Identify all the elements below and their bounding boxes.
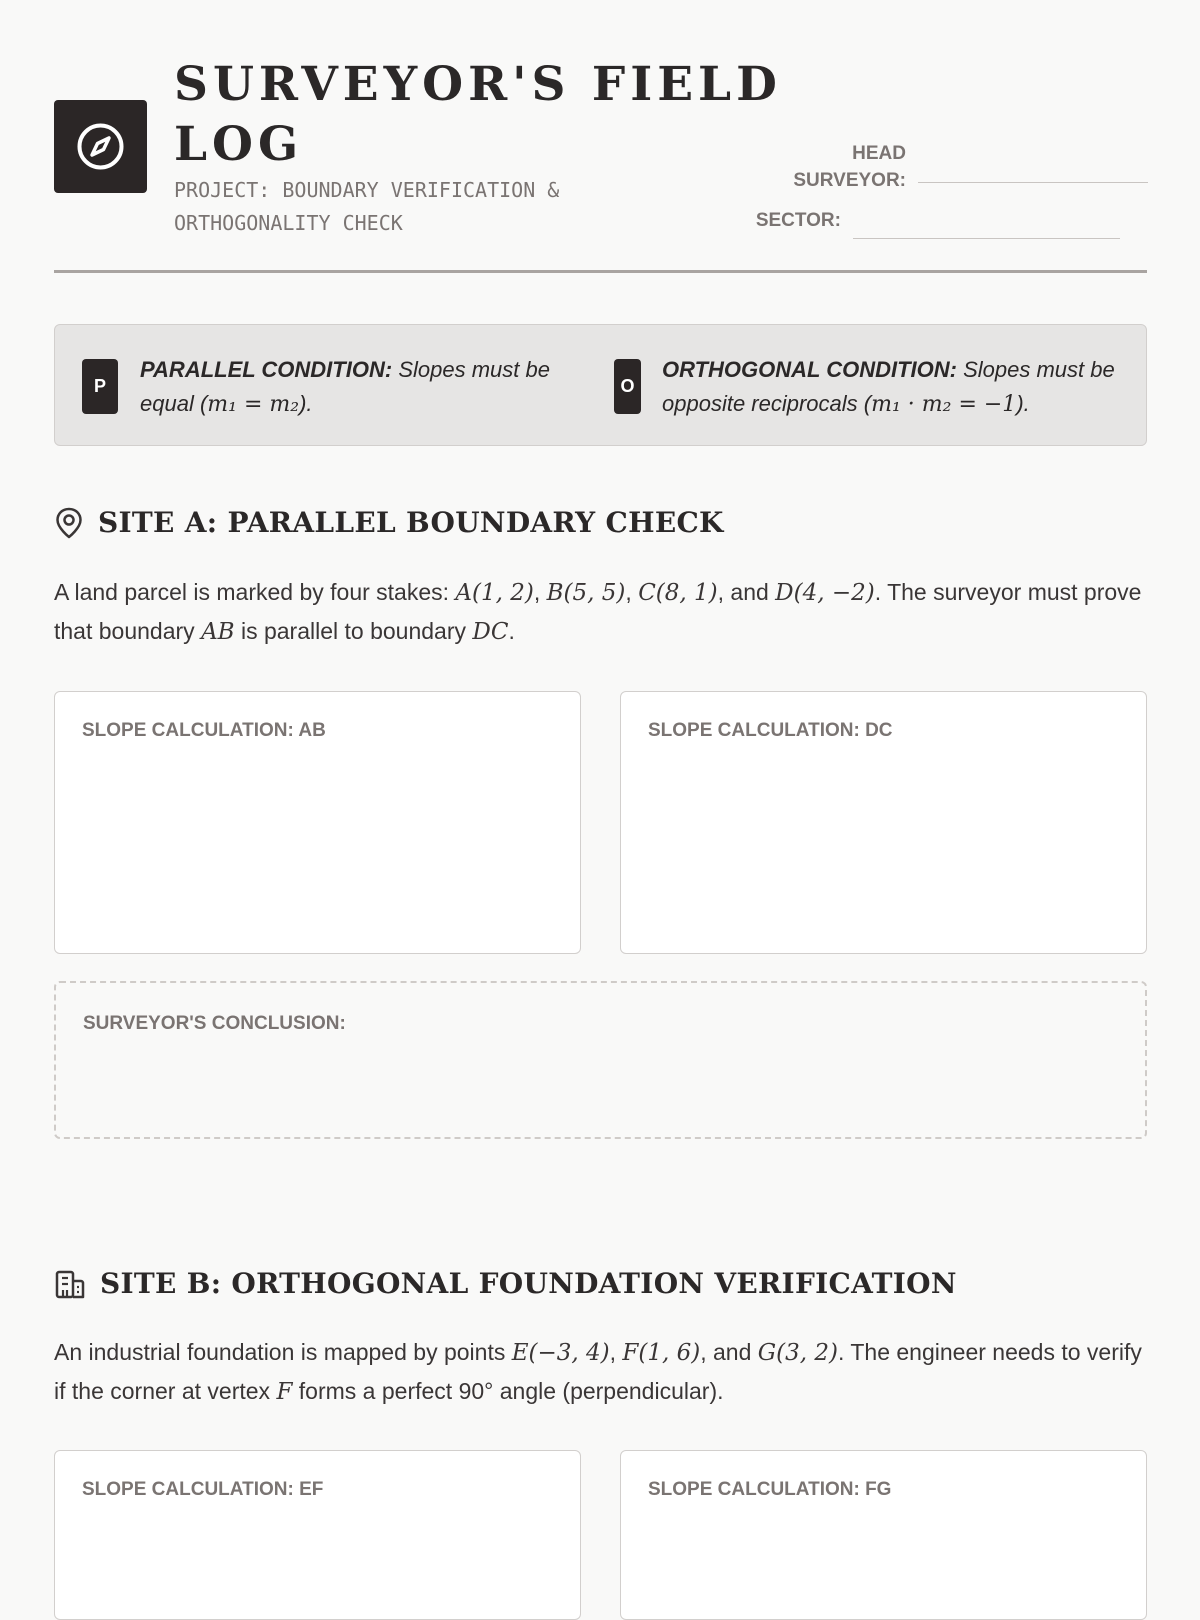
page-title: SURVEYOR'S FIELD LOG bbox=[174, 57, 782, 172]
sector-label: SECTOR: bbox=[755, 210, 841, 231]
slope-ef-workspace[interactable] bbox=[54, 1450, 581, 1620]
head-surveyor-label: HEAD SURVEYOR: bbox=[793, 143, 906, 191]
head-surveyor-field[interactable] bbox=[918, 182, 1148, 183]
orthogonal-condition-text: Slopes must be opposite reciprocals ( bbox=[662, 357, 1115, 416]
conclusion-label: SURVEYOR'S CONCLUSION: bbox=[83, 1013, 346, 1034]
point-b: B(5, 5) bbox=[546, 580, 626, 606]
orthogonal-condition bbox=[662, 353, 1132, 422]
site-a-text: A land parcel is marked by four stakes: bbox=[54, 579, 456, 605]
site-b-text-3: forms a perfect 90° angle (perpendicular). bbox=[292, 1378, 724, 1404]
vertex-f: F bbox=[276, 1379, 293, 1405]
parallel-suffix: ). bbox=[299, 391, 313, 416]
page-header bbox=[54, 0, 1147, 273]
site-b-and: , and bbox=[700, 1339, 758, 1365]
slope-ab-workspace[interactable] bbox=[54, 691, 581, 954]
site-a-text-3: is parallel to boundary bbox=[234, 618, 473, 644]
parallel-equation: m₁ = m₂ bbox=[207, 392, 300, 417]
point-f: F(1, 6) bbox=[622, 1340, 701, 1366]
site-b-text: An industrial foundation is mapped by points bbox=[54, 1339, 512, 1365]
point-e: E(−3, 4) bbox=[511, 1340, 610, 1366]
orthogonal-suffix: ). bbox=[1016, 391, 1030, 416]
orthogonal-badge: O bbox=[614, 359, 641, 414]
slope-dc-label: SLOPE CALCULATION: DC bbox=[648, 720, 893, 741]
parallel-condition-text: Slopes must be equal ( bbox=[140, 357, 550, 416]
field-log-page bbox=[54, 0, 1147, 1500]
building-icon bbox=[54, 1269, 86, 1299]
site-b-description: An industrial foundation is mapped by points E(−3, 4), F(1, 6), and G(3, 2). The engineer needs to verify if the corner at vertex F forms a perfect 90° angle (perpendicular). bbox=[54, 1339, 1142, 1405]
site-a-text-4: . bbox=[508, 618, 515, 644]
segment-ab: AB bbox=[201, 619, 235, 645]
slope-dc-workspace[interactable] bbox=[620, 691, 1147, 954]
site-a-text-2: . The surveyor must prove that boundary bbox=[54, 579, 1142, 644]
conclusion-workspace[interactable] bbox=[54, 981, 1147, 1139]
conditions-panel bbox=[54, 324, 1147, 446]
orthogonal-equation: m₁ · m₂ = −1 bbox=[871, 392, 1017, 417]
slope-fg-label: SLOPE CALCULATION: FG bbox=[648, 1479, 892, 1500]
map-pin-icon bbox=[54, 507, 84, 539]
site-a-heading bbox=[54, 506, 724, 539]
point-d: D(4, −2) bbox=[775, 580, 875, 606]
point-a: A(1, 2) bbox=[455, 580, 534, 606]
logo-badge bbox=[54, 100, 147, 193]
parallel-condition-title: PARALLEL CONDITION: bbox=[140, 357, 393, 382]
site-b-title: SITE B: ORTHOGONAL FOUNDATION VERIFICATION bbox=[100, 1267, 957, 1300]
parallel-badge: P bbox=[82, 359, 118, 414]
slope-ab-label: SLOPE CALCULATION: AB bbox=[82, 720, 326, 741]
point-g: G(3, 2) bbox=[757, 1340, 838, 1366]
slope-ef-label: SLOPE CALCULATION: EF bbox=[82, 1479, 324, 1500]
site-a-title: SITE A: PARALLEL BOUNDARY CHECK bbox=[98, 506, 724, 539]
orthogonal-condition-title: ORTHOGONAL CONDITION: bbox=[662, 357, 957, 382]
site-b-heading bbox=[54, 1267, 957, 1300]
slope-fg-workspace[interactable] bbox=[620, 1450, 1147, 1620]
compass-icon bbox=[74, 120, 127, 173]
site-b-text-2: . The engineer needs to verify if the corner at vertex bbox=[54, 1339, 1142, 1404]
parallel-condition bbox=[140, 353, 590, 422]
sector-field[interactable] bbox=[853, 238, 1120, 239]
site-a-and: , and bbox=[717, 579, 776, 605]
point-c: C(8, 1) bbox=[638, 580, 718, 606]
site-a-description: A land parcel is marked by four stakes: A(1, 2), B(5, 5), C(8, 1), and D(4, −2). The surveyor must prove that boundary AB is parallel to boundary DC. bbox=[54, 579, 1142, 645]
project-subtitle: PROJECT: BOUNDARY VERIFICATION & ORTHOGONALITY CHECK bbox=[174, 178, 560, 235]
segment-dc: DC bbox=[472, 619, 509, 645]
